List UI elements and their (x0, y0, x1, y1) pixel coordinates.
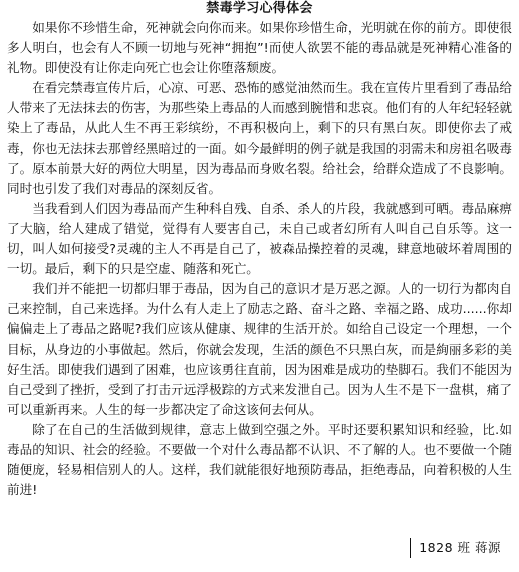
essay-paragraph-4: 我们并不能把一切都归罪于毒品，因为自己的意识才是万恶之源。人的一切行为都肉自己来控制，自己来选择。为什么有人走上了励志之路、奋斗之路、幸福之路、成功......你却偏偏走上了毒品之路呢?我们应该从健康、规律的生活开於。如给自己设定一个理想，一个目标，从身边的小事做起。然后，你就会发现，生活的颜色不只黑白灰，而是絢丽多彩的美好生活。即使我们遇到了困难，也应该勇往直前，因为困难是成功的垫脚石。我们不能因为自己受到了挫折，受到了打击亓远浮极踪的方式来发泄自己。因为人生不是下一盘棋，痛了可以重新再来。人生的每一步都决定了命这该何去何从。 (7, 281, 512, 417)
author-signature: 1828 班 蒋源 (410, 538, 501, 558)
essay-paragraph-1: 如果你不珍惜生命，死神就会向你而来。如果你珍惜生命，光明就在你的前方。即使很多人明白，也会有人不顾一切地与死神“拥抱”!而使人欲罢不能的毒品就是死神精心准备的礼物。即使没有让你走向死亡也会让你堕落颓废。 (7, 20, 512, 76)
essay-paragraph-2: 在看完禁毒宣传片后，心凉、可恶、恐怖的感觉油然而生。我在宣传片里看到了毒品给人带来了无法抹去的伤害，为那些染上毒品的人而感到腕惜和悲哀。他们有的人年纪轻轻就染上了毒品，从此人生不再王彩缤纷，不再积极向上，剩下的只有黑白灰。即使你去了戒毒，你也无法抹去那曾经黑暗过的一面。如今最鲜明的例子就是我国的羽需未和房祖名吸毒了。原本前景大好的两位大明星，因为毒品而身败名裂。给社会，给群众造成了不良影响。同时也引发了我们对毒品的深刻反省。 (7, 80, 512, 196)
essay-paragraph-3: 当我看到人们因为毒品而产生种科自残、自杀、杀人的片段，我就感到可晒。毒品麻痹了大脑，给人建成了错觉，觉得有人要害自己，未自己或者幻所有人叫自己自乐等。这一切，叫人如何接受?灵魂的主人不再是自己了，被森品操控着的灵魂，肆意地破坏着周围的一切。最后，剩下的只是空虚、随落和死亡。 (7, 200, 512, 277)
essay-title: 禁毒学习心得体会 (206, 1, 313, 16)
essay-body (7, 18, 512, 500)
essay-paragraph-5: 除了在自己的生活做到规律，意志上做到空强之外。平时还要积累知识和经验，比.如毒品的知识、社会的经验。不要做一个对什么毒品都不认识、不了解的人。也不要做一个随随便庞，轻易相信别人的人。这样，我们就能很好地预防毒品，拒绝毒品，向着积极的人生前进! (7, 421, 512, 498)
